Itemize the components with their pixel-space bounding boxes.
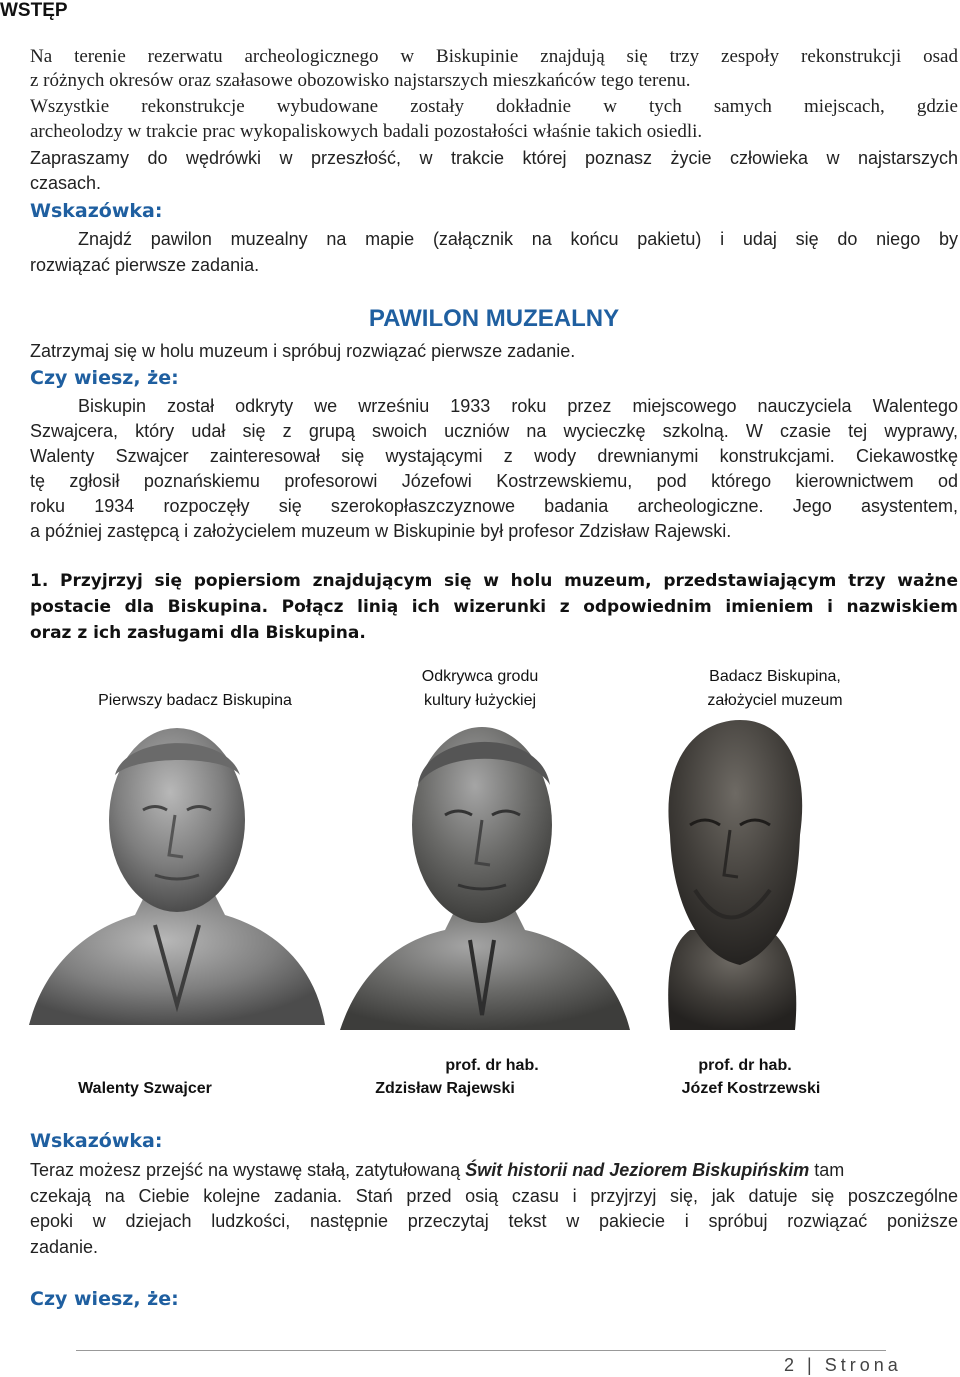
- fact2-label: Czy wiesz, że:: [30, 1288, 179, 1310]
- hint-label: Wskazówka:: [30, 200, 163, 222]
- hint-line-1: Znajdź pawilon muzealny na mapie (załącznik na końcu pakietu) i udaj się do niego by: [78, 229, 958, 249]
- page-number: 2: [784, 1355, 799, 1375]
- hint2-line-1-pre: Teraz możesz przejść na wystawę stałą, zatytułowaną: [30, 1160, 466, 1180]
- section-title: PAWILON MUZEALNY: [368, 305, 620, 332]
- fact-label: Czy wiesz, że:: [30, 367, 179, 389]
- bust-image-szwajcer: [25, 715, 330, 1030]
- exhibition-title: Świt historii nad Jeziorem Biskupińskim: [465, 1160, 810, 1180]
- hint2-line-4: zadanie.: [30, 1237, 99, 1257]
- hint2-line-2: czekają na Ciebie kolejne zadania. Stań przed osią czasu i przyjrzyj się, jak datuje się poszczególne: [30, 1186, 958, 1206]
- fact-line-4: tę zgłosił poznańskiemu profesorowi Józefowi Kostrzewskiemu, pod którego kierownictwem od: [30, 471, 958, 491]
- intro-line-1: Na terenie rezerwatu archeologicznego w Biskupinie znajdują się trzy zespoły rekonstrukcji osad: [30, 46, 958, 67]
- caption-discoverer-line2: kultury łużyckiej: [423, 692, 537, 709]
- page-footer: [784, 1355, 902, 1376]
- footer-separator: |: [807, 1355, 816, 1375]
- fact-line-5: roku 1934 rozpoczęły się szerokopłaszczyznowe badania archeologiczne. Jego asystentem,: [30, 496, 958, 516]
- hint-line-2: rozwiązać pierwsze zadania.: [30, 255, 260, 275]
- bust-name-kostrzewski: Józef Kostrzewski: [681, 1080, 821, 1097]
- bust-title-kostrzewski: prof. dr hab.: [698, 1057, 792, 1074]
- footer-word: Strona: [824, 1355, 902, 1375]
- bust-image-rajewski: [330, 715, 635, 1035]
- task-line-2: postacie dla Biskupina. Połącz linią ich wizerunki z odpowiednim imieniem i nazwiskiem: [30, 597, 958, 617]
- task-line-3: oraz z ich zasługami dla Biskupina.: [30, 623, 366, 643]
- footer-rule: [76, 1350, 886, 1351]
- caption-discoverer-line1: Odkrywca grodu: [421, 668, 539, 685]
- intro-line-5: Zapraszamy do wędrówki w przeszłość, w trakcie której poznasz życie człowieka w najstarszych: [30, 148, 958, 168]
- intro-line-2: z różnych okresów oraz szałasowe obozowisko najstarszych mieszkańców tego terenu.: [30, 70, 691, 91]
- fact-line-1: Biskupin został odkryty we wrześniu 1933 roku przez miejscowego nauczyciela Walentego: [78, 396, 958, 416]
- fact-line-2: Szwajcera, który udał się z grupą swoich uczniów na wycieczkę szkolną. W czasie tej wyprawy,: [30, 421, 958, 441]
- section-subtitle: Zatrzymaj się w holu muzeum i spróbuj rozwiązać pierwsze zadanie.: [30, 341, 576, 361]
- task-line-1: 1. Przyjrzyj się popiersiom znajdującym się w holu muzeum, przedstawiającym trzy ważne: [30, 571, 958, 591]
- caption-founder-line2: założyciel muzeum: [707, 692, 843, 709]
- hint2-line-3: epoki w dziejach ludzkości, następnie przeczytaj tekst w pakiecie i spróbuj rozwiązać poniższe: [30, 1211, 958, 1231]
- intro-line-6: czasach.: [30, 173, 102, 193]
- hint2-label: Wskazówka:: [30, 1130, 163, 1152]
- section-heading-wstep: WSTĘP: [0, 0, 68, 21]
- bust-name-rajewski: Zdzisław Rajewski: [375, 1080, 515, 1097]
- fact-line-3: Walenty Szwajcer zainteresował się wystającymi z wody drewnianymi konstrukcjami. Ciekawostkę: [30, 446, 958, 466]
- bust-title-rajewski: prof. dr hab.: [445, 1057, 539, 1074]
- bust-name-szwajcer: Walenty Szwajcer: [78, 1080, 212, 1097]
- fact-line-6: a później zastępcą i założycielem muzeum w Biskupinie był profesor Zdzisław Rajewski.: [30, 521, 732, 541]
- intro-line-3: Wszystkie rekonstrukcje wybudowane zostały dokładnie w tych samych miejscach, gdzie: [30, 96, 958, 117]
- hint2-line-1-post: tam: [809, 1160, 845, 1180]
- intro-line-4: archeolodzy w trakcie prac wykopaliskowych badali pozostałości właśnie takich osiedli.: [30, 121, 703, 142]
- caption-founder-line1: Badacz Biskupina,: [709, 668, 841, 685]
- hint2-line-1: [30, 1157, 960, 1183]
- bust-image-kostrzewski: [640, 715, 820, 1035]
- caption-first-researcher: Pierwszy badacz Biskupina: [98, 692, 292, 709]
